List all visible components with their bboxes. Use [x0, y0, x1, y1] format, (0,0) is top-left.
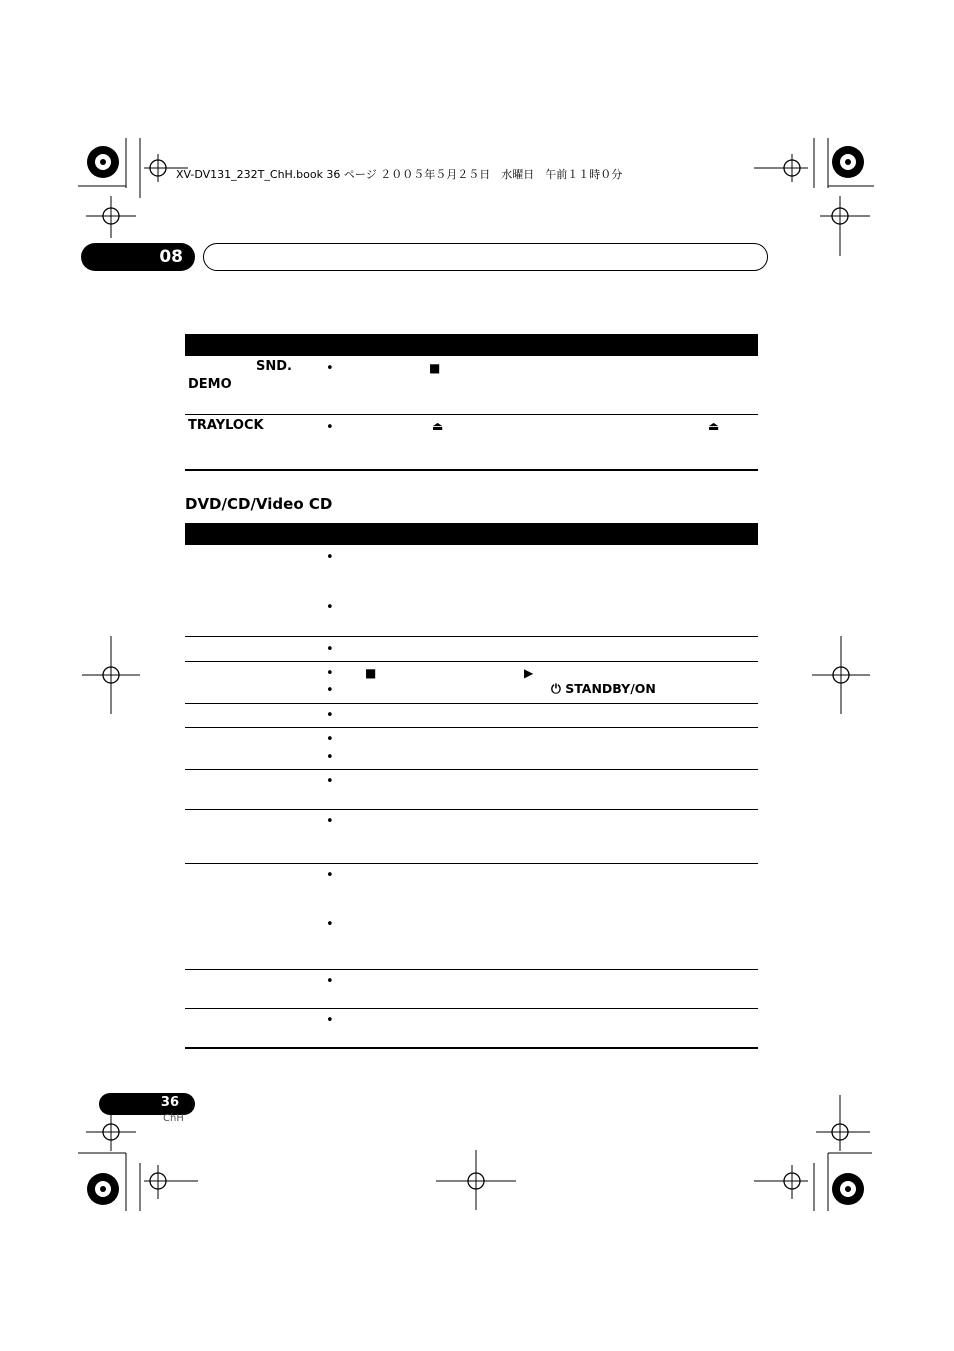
chapter-title-bar: [203, 243, 768, 271]
registration-mark-top-left: [78, 138, 188, 258]
bullet-icon: •: [326, 814, 334, 829]
bullet-icon: •: [326, 917, 334, 932]
row-divider: [185, 769, 758, 770]
page-number: 36: [160, 1095, 179, 1110]
language-code: ChH: [163, 1113, 184, 1124]
table1-header: [185, 334, 758, 356]
table1-bottom-rule: [185, 469, 758, 471]
play-icon: ▶: [524, 666, 534, 680]
registration-mark-mid-left: [82, 636, 142, 714]
stop-icon: ■: [365, 666, 377, 680]
registration-mark-top-right: [754, 138, 874, 258]
row-divider: [185, 727, 758, 728]
row-divider: [185, 636, 758, 637]
book-file-info: XV-DV131_232T_ChH.book 36 ページ ２００５年５月２５日 水曜日 午前１１時０分: [176, 168, 623, 181]
table1-row2-label-traylock: TRAYLOCK: [188, 418, 264, 433]
bullet-icon: •: [326, 666, 334, 681]
bullet-icon: •: [326, 683, 334, 698]
table1-row1-label-snd: SND.: [256, 359, 292, 374]
bullet-icon: •: [326, 974, 334, 989]
table2-header: [185, 523, 758, 545]
eject-icon: ⏏: [708, 419, 720, 433]
standby-on-label: ⏻ STANDBY/ON: [551, 681, 656, 696]
row-divider: [185, 661, 758, 662]
stop-icon: ■: [429, 361, 441, 375]
table2-bottom-rule: [185, 1047, 758, 1049]
registration-mark-mid-right: [812, 636, 872, 714]
bullet-icon: •: [326, 600, 334, 615]
row-divider: [185, 703, 758, 704]
bullet-icon: •: [326, 361, 334, 376]
bullet-icon: •: [326, 420, 334, 435]
chapter-tab: [81, 243, 195, 271]
row-divider: [185, 809, 758, 810]
row-divider: [185, 414, 758, 415]
row-divider: [185, 969, 758, 970]
row-divider: [185, 1008, 758, 1009]
section-title: DVD/CD/Video CD: [185, 495, 333, 513]
bullet-icon: •: [326, 868, 334, 883]
bullet-icon: •: [326, 1013, 334, 1028]
bullet-icon: •: [326, 642, 334, 657]
eject-icon: ⏏: [432, 419, 444, 433]
page-number-tab: [99, 1093, 195, 1115]
row-divider: [185, 863, 758, 864]
bullet-icon: •: [326, 774, 334, 789]
bullet-icon: •: [326, 708, 334, 723]
bullet-icon: •: [326, 750, 334, 765]
bullet-icon: •: [326, 550, 334, 565]
bullet-icon: •: [326, 732, 334, 747]
registration-mark-bottom-center: [436, 1150, 516, 1212]
registration-mark-bottom-right: [754, 1095, 874, 1213]
chapter-number: 08: [159, 247, 183, 267]
table1-row1-label-demo: DEMO: [188, 377, 232, 392]
